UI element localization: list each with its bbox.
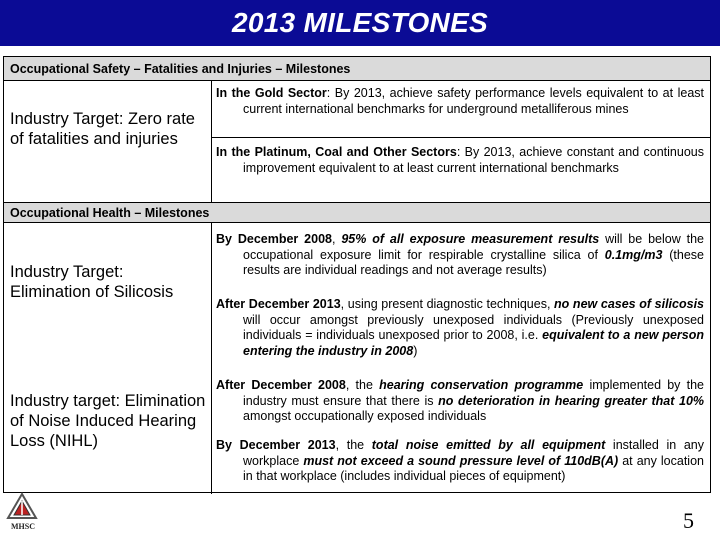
silicosis-2008-limit: 0.1mg/m3	[604, 247, 663, 262]
safety-divider	[211, 81, 212, 202]
silicosis-2013-emph: no new cases of silicosis	[554, 297, 704, 311]
platinum-lead: In the Platinum, Coal and Other Sectors	[216, 145, 457, 159]
silicosis-target: Industry Target: Elimination of Silicosis	[10, 263, 174, 301]
gold-lead: In the Gold Sector	[216, 86, 327, 100]
safety-item-platinum	[216, 145, 704, 176]
silicosis-item-2008	[216, 232, 704, 279]
title-bar	[0, 0, 720, 46]
platinum-body: : By 2013, achieve constant and continuous improvement equivalent to at least current international benchmarks	[243, 145, 704, 175]
nihl-2008-tail: implemented by the industry must ensure that there is	[243, 378, 705, 408]
silicosis-2008-lead: By December 2008	[216, 232, 332, 246]
nihl-2008-emph2: no deterioration in hearing greater that 10%	[438, 393, 705, 408]
safety-target: Industry Target: Zero rate of fatalities and injuries	[10, 110, 195, 148]
nihl-2013-emph2: must not exceed a sound pressure level of 110dB(A)	[303, 453, 619, 468]
nihl-2013-tail: installed in any workplace	[243, 438, 705, 468]
nihl-2013-close: at any location in that workplace (includes individual pieces of equipment)	[243, 453, 704, 483]
health-section-header: Occupational Health – Milestones	[4, 202, 710, 223]
safety-item-gold	[216, 86, 704, 117]
silicosis-2013-tail: will occur amongst previously unexposed individuals (Previously unexposed individuals = individuals unexposed prior to 2008, i.e.	[243, 312, 704, 342]
silicosis-2013-emph2: equivalent to a new person entering the industry in 2008	[243, 328, 704, 358]
nihl-2008-emph: hearing conservation programme	[379, 378, 584, 392]
nihl-2008-lead: After December 2008	[216, 378, 346, 392]
nihl-2008-close: amongst occupationally exposed individuals	[243, 409, 487, 423]
milestones-table	[3, 56, 711, 493]
health-divider	[211, 223, 212, 494]
nihl-target: Industry target: Elimination of Noise Induced Hearing Loss (NIHL)	[10, 392, 206, 450]
silicosis-2008-tail: (these results are individual readings and not average results)	[243, 247, 704, 277]
nihl-2013-mid: , the	[335, 438, 372, 452]
silicosis-2008-emph: 95% of all exposure measurement results	[341, 232, 600, 246]
nihl-2008-mid: , the	[345, 378, 380, 392]
logo-text: MHSC	[11, 522, 35, 531]
silicosis-2013-lead: After December 2013	[216, 297, 341, 311]
gold-body: : By 2013, achieve safety performance levels equivalent to at least current international benchmarks for underground metalliferous mines	[243, 86, 704, 116]
silicosis-2013-close: )	[413, 343, 418, 358]
safety-item-separator	[211, 137, 710, 138]
nihl-item-2008	[216, 378, 704, 425]
nihl-item-2013	[216, 438, 704, 485]
page-title: 2013 MILESTONES	[231, 7, 489, 38]
safety-section-header: Occupational Safety – Fatalities and Injuries – Milestones	[4, 57, 710, 81]
silicosis-2008-mid: will be below the occupational exposure limit for respirable crystalline silica of	[243, 232, 704, 262]
nihl-2013-emph: total noise emitted by all equipment	[371, 438, 606, 452]
silicosis-2013-mid: , using present diagnostic techniques,	[340, 297, 555, 311]
silicosis-item-2013	[216, 297, 704, 359]
silicosis-2008-sep: ,	[331, 232, 342, 246]
nihl-2013-lead: By December 2013	[216, 438, 336, 452]
page-number: 5	[683, 508, 694, 533]
